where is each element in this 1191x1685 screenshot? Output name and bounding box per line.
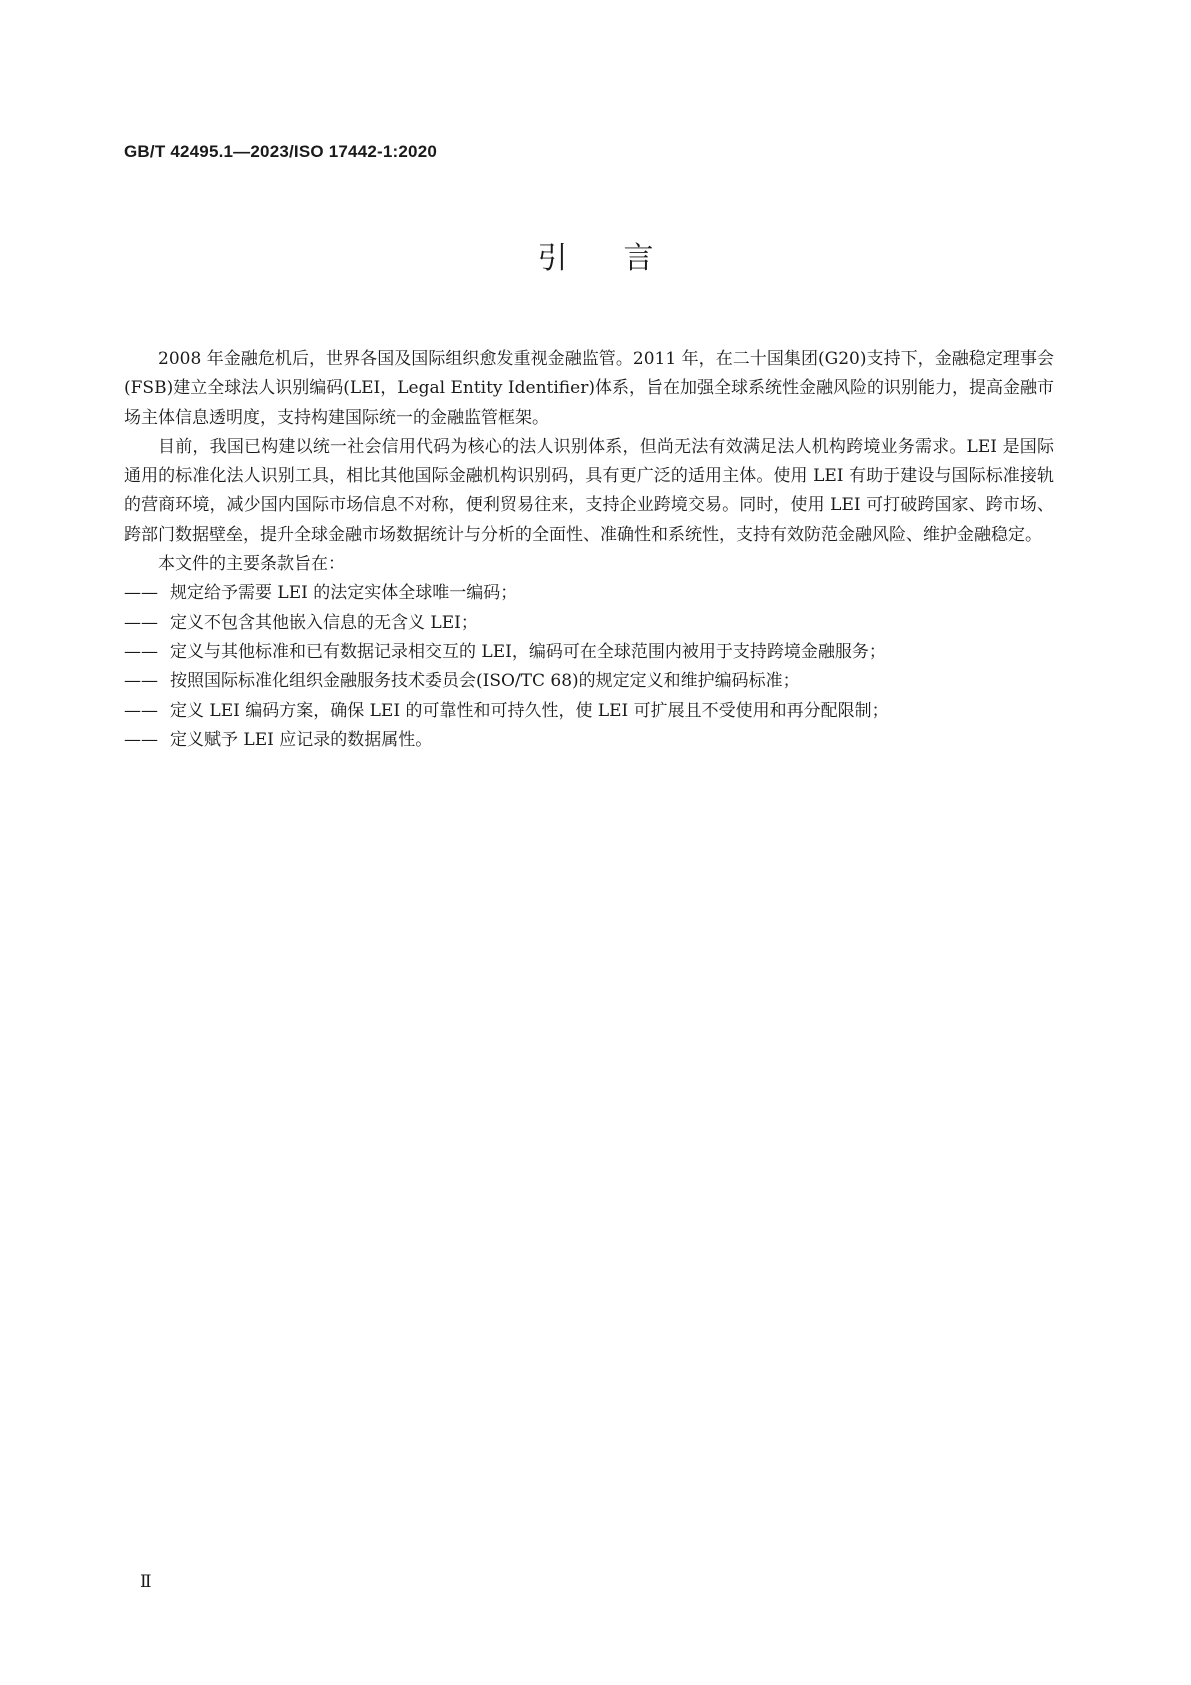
paragraph-current-status: 目前，我国已构建以统一社会信用代码为核心的法人识别体系，但尚无法有效满足法人机构跨境业务需求。LEI 是国际通用的标准化法人识别工具，相比其他国际金融机构识别码，具有更广泛的适用主体。使用 LEI 有助于建设与国际标准接轨的营商环境，减少国内国际市场信息不对称，便利贸易往来，支持企业跨境交易。同时，使用 LEI 可打破跨国家、跨市场、跨部门数据壁垒，提升全球金融市场数据统计与分析的全面性、准确性和系统性，支持有效防范金融风险、维护金融稳定。 [124,436,1054,545]
list-dash: —— [124,583,158,604]
list-dash: —— [124,700,158,721]
introduction-body [124,345,1054,755]
list-dash: —— [124,612,158,633]
standard-number-header: GB/T 42495.1—2023/ISO 17442-1:2020 [124,142,437,161]
list-dash: —— [124,641,158,662]
list-item [124,579,1054,608]
list-item-text: 定义赋予 LEI 应记录的数据属性。 [170,729,433,750]
list-item [124,726,1054,755]
list-item-text: 定义不包含其他嵌入信息的无含义 LEI； [170,612,478,633]
paragraph-purpose-intro: 本文件的主要条款旨在： [158,554,345,575]
list-item [124,609,1054,638]
paragraph-background: 2008 年金融危机后，世界各国及国际组织愈发重视金融监管。2011 年，在二十国集团(G20)支持下，金融稳定理事会(FSB)建立全球法人识别编码(LEI，Legal Entity Identifier)体系，旨在加强全球系统性金融风险的识别能力，提高金融市场主体信息透明度，支持构建国际统一的金融监管框架。 [124,349,1054,428]
page-title: 引言 [537,241,710,276]
list-dash: —— [124,729,158,750]
list-item-text: 定义与其他标准和已有数据记录相交互的 LEI，编码可在全球范围内被用于支持跨境金融服务； [170,641,886,662]
list-item [124,638,1054,667]
list-dash: —— [124,671,158,692]
list-item-text: 规定给予需要 LEI 的法定实体全球唯一编码； [170,583,518,604]
list-item [124,667,1054,696]
page-number: Ⅱ [140,1572,152,1592]
purpose-list [124,579,1054,755]
list-item-text: 定义 LEI 编码方案，确保 LEI 的可靠性和可持久性，使 LEI 可扩展且不受使用和再分配限制； [170,700,889,721]
list-item [124,697,1054,726]
list-item-text: 按照国际标准化组织金融服务技术委员会(ISO/TC 68)的规定定义和维护编码标准； [170,671,800,692]
